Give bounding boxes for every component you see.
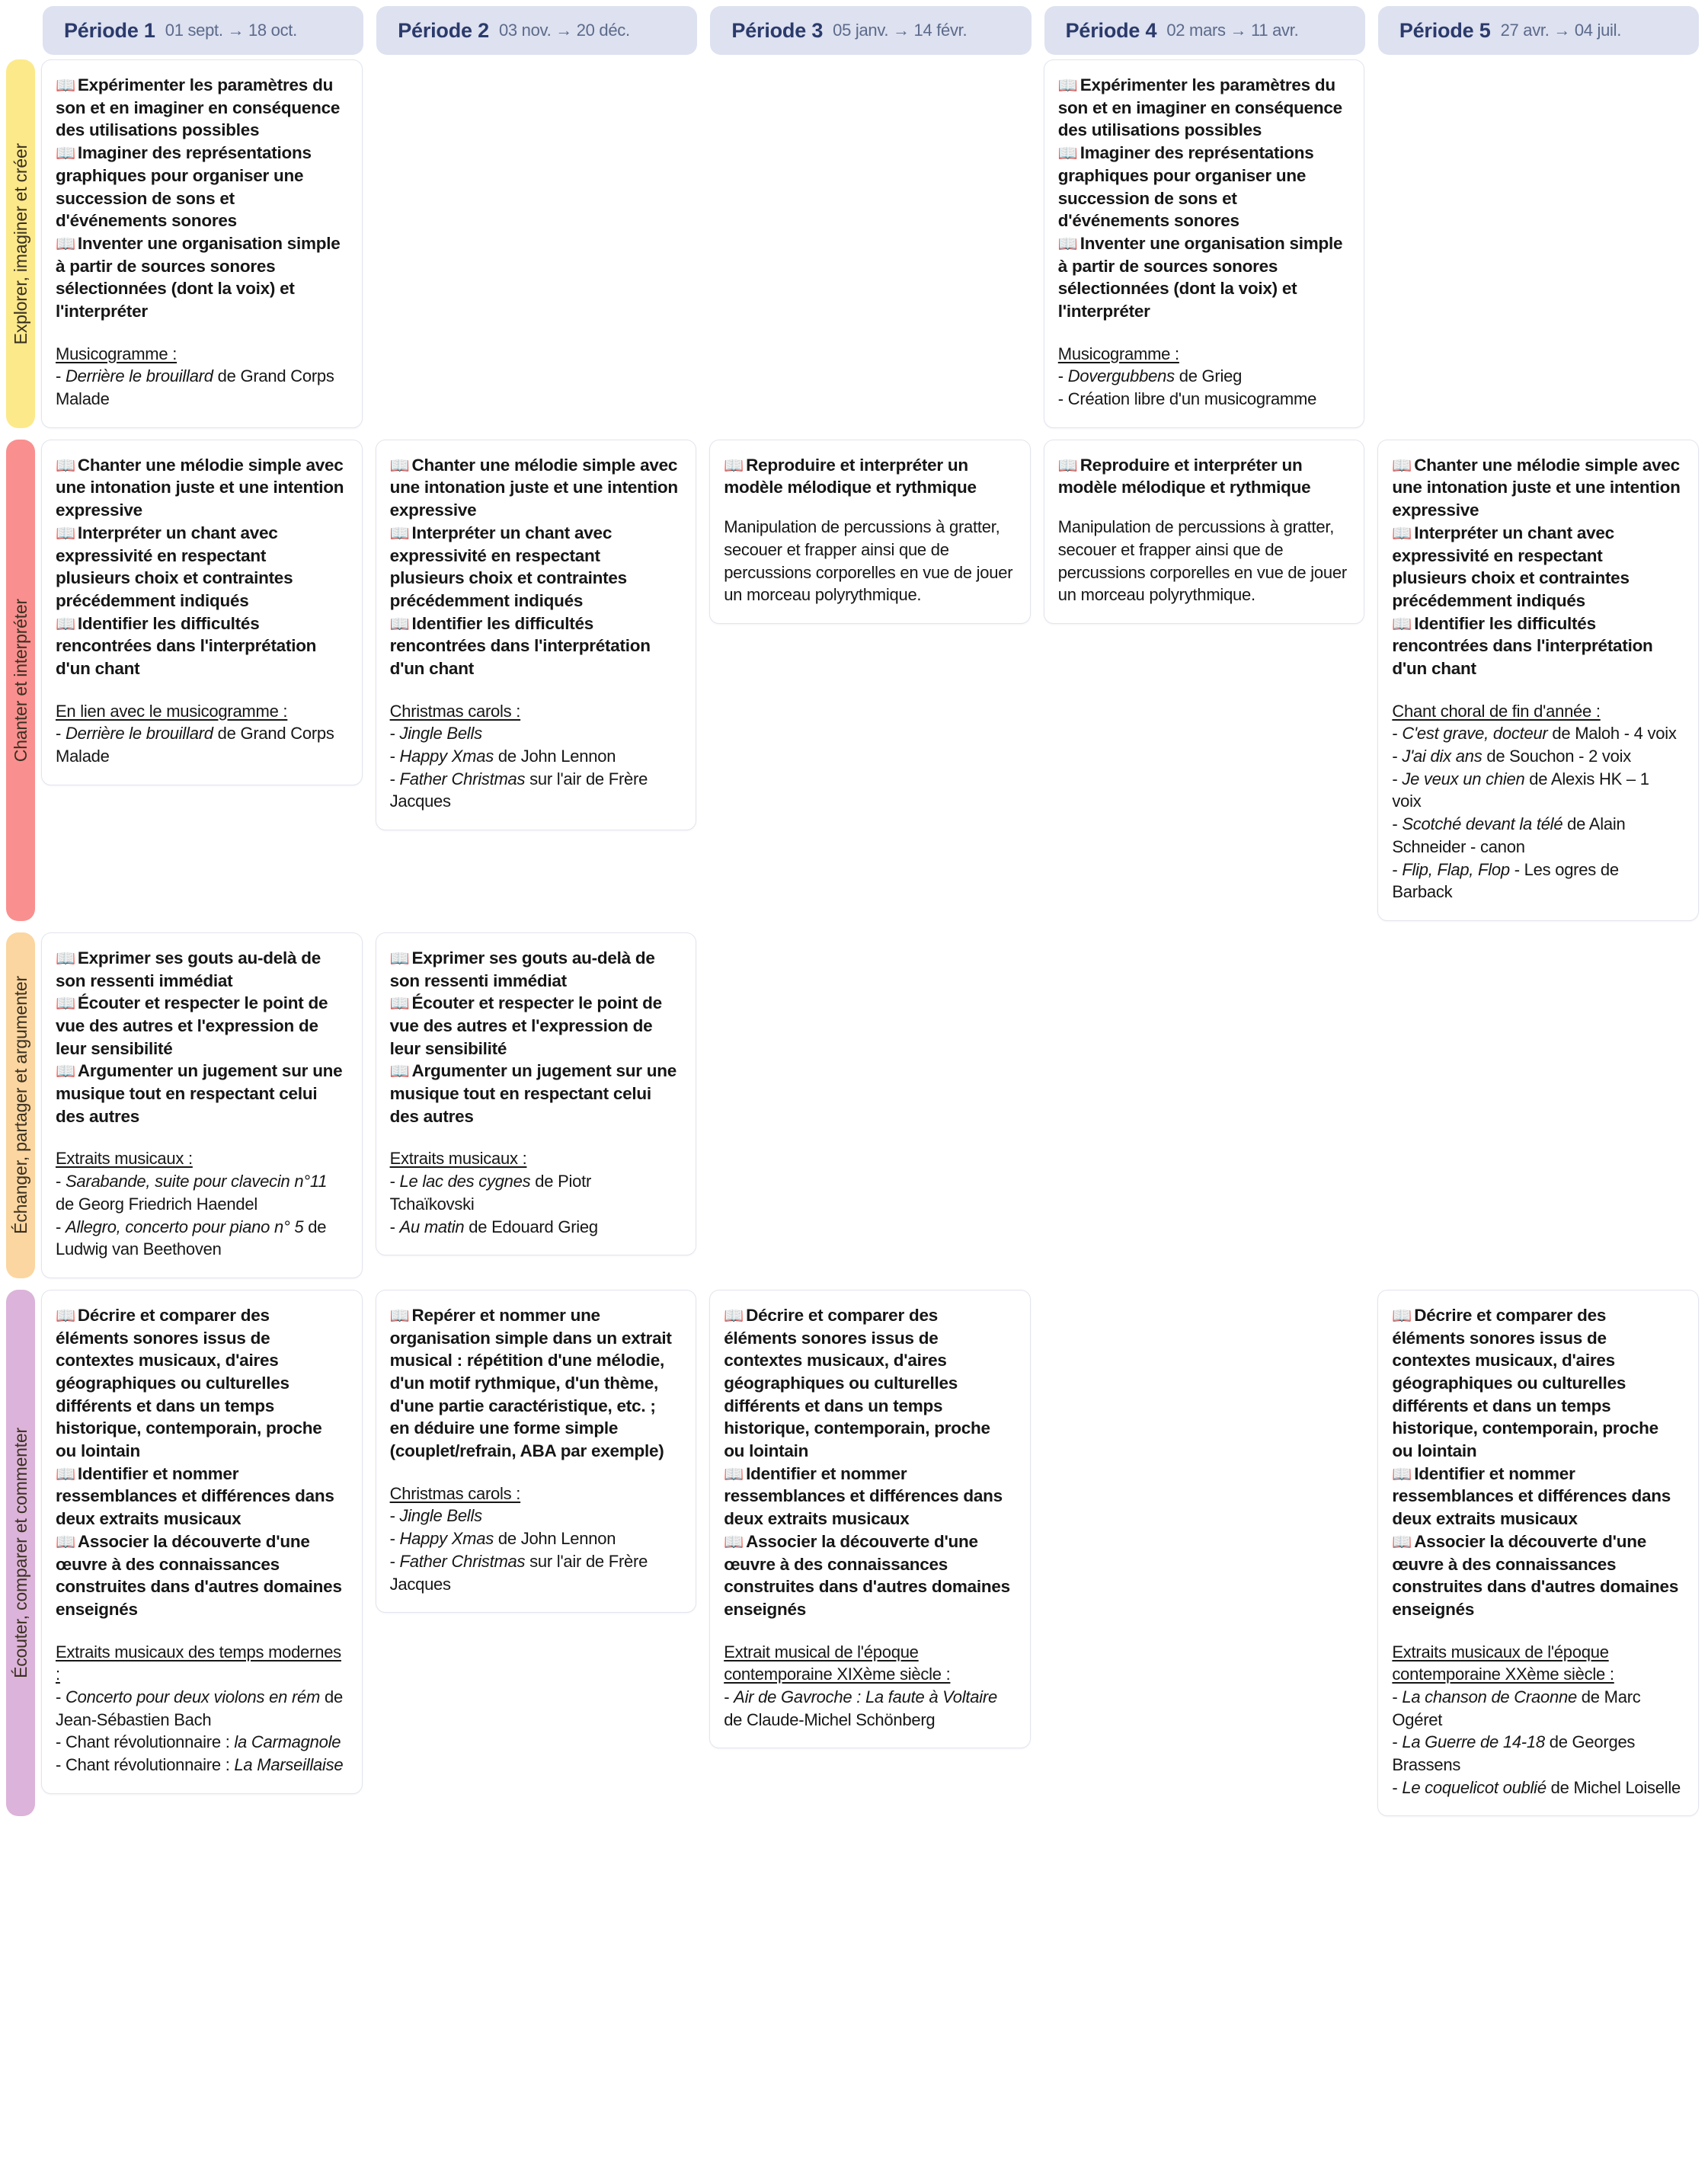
book-icon: 📖 xyxy=(56,1533,75,1551)
activity-card[interactable] xyxy=(1044,440,1365,624)
book-icon: 📖 xyxy=(56,1306,75,1325)
resource-heading: Musicogramme : xyxy=(1057,344,1179,363)
resource-item xyxy=(56,722,345,767)
resource-item xyxy=(390,768,680,813)
bullet-dash: - xyxy=(56,1732,66,1752)
resource-title: J'ai dix ans xyxy=(1402,747,1483,766)
objective-text: Reproduire et interpréter un modèle mélodique et rythmique xyxy=(1057,455,1311,497)
book-icon: 📖 xyxy=(724,456,744,475)
competence-label: Échanger, partager et argumenter xyxy=(10,976,30,1235)
objective-text: Inventer une organisation simple à partir de sources sonores sélectionnées (dont la voix) et l'interpréter xyxy=(1057,233,1343,321)
resource-title: C'est grave, docteur xyxy=(1402,724,1548,744)
resource-item xyxy=(390,745,680,768)
resource-heading: Christmas carols : xyxy=(389,701,521,721)
activity-card[interactable] xyxy=(376,440,697,830)
activity-card[interactable] xyxy=(41,1290,363,1794)
bullet-dash: - xyxy=(56,724,66,744)
bullet-dash: - xyxy=(1392,724,1403,744)
competence-label: Écouter, comparer et commenter xyxy=(10,1428,30,1679)
objective-item xyxy=(56,142,345,232)
activity-card[interactable] xyxy=(376,1290,697,1613)
bullet-dash: - xyxy=(1392,769,1403,788)
objective-text: Inventer une organisation simple à partir de sources sonores sélectionnées (dont la voix) et l'interpréter xyxy=(56,233,341,321)
resource-detail: de Georg Friedrich Haendel xyxy=(56,1194,257,1214)
resource-item xyxy=(724,1686,1013,1731)
book-icon: 📖 xyxy=(56,995,75,1013)
bullet-dash: - xyxy=(389,747,400,766)
resource-detail: Chant révolutionnaire : xyxy=(65,1732,235,1752)
book-icon: 📖 xyxy=(1392,524,1412,542)
resource-item xyxy=(390,722,680,745)
period-column xyxy=(376,932,697,1255)
resource-detail: de Ludwig van Beethoven xyxy=(56,1217,327,1259)
activity-card[interactable] xyxy=(1044,59,1365,428)
resource-title: Scotché devant la télé xyxy=(1402,814,1563,834)
objective-item xyxy=(724,1304,1013,1463)
period-columns xyxy=(41,59,1699,428)
objective-item xyxy=(724,1463,1013,1530)
bullet-dash: - xyxy=(1392,859,1403,879)
bullet-dash: - xyxy=(1392,1777,1403,1797)
book-icon: 📖 xyxy=(56,615,75,633)
bullet-dash: - xyxy=(1392,1687,1403,1706)
book-icon: 📖 xyxy=(56,77,75,94)
competence-spine xyxy=(6,932,35,1278)
resource-item xyxy=(56,1754,345,1777)
objective-text: Interpréter un chant avec expressivité en respectant plusieurs choix et contraintes précédemment indiqués xyxy=(56,523,293,610)
objective-item xyxy=(56,74,345,142)
resource-heading: Extraits musicaux : xyxy=(56,1149,193,1169)
bullet-dash: - xyxy=(56,1217,66,1236)
period-name: Période 5 xyxy=(1399,18,1491,42)
book-icon: 📖 xyxy=(1057,456,1078,475)
objective-text: Repérer et nommer une organisation simple dans un extrait musical : répétition d'une mélodie, d'un motif rythmique, d'un thème, d'une partie caractéristique, etc. ; en déduire une forme simple (couplet/refrain, ABA par exemple) xyxy=(389,1305,672,1461)
bullet-dash: - xyxy=(389,769,400,788)
resource-title: Father Christmas xyxy=(399,1551,526,1571)
resource-heading: Extraits musicaux : xyxy=(389,1149,527,1169)
objective-text: Interpréter un chant avec expressivité en respectant plusieurs choix et contraintes précédemment indiqués xyxy=(389,523,627,610)
objective-item xyxy=(390,612,680,680)
period-columns xyxy=(41,1290,1699,1817)
activity-card[interactable] xyxy=(41,59,363,428)
objective-text: Associer la découverte d'une œuvre à des connaissances construites dans d'autres domaines enseignés xyxy=(1392,1531,1679,1619)
objective-text: Imaginer des représentations graphiques pour organiser une succession de sons et d'événements sonores xyxy=(1057,143,1314,231)
resource-item xyxy=(1392,1777,1681,1799)
objective-item xyxy=(1392,1304,1681,1463)
competence-spine xyxy=(6,59,35,428)
resource-item xyxy=(1392,859,1681,903)
competence-spine xyxy=(6,440,35,921)
objective-item xyxy=(56,947,345,992)
period-column xyxy=(376,440,697,830)
objective-item xyxy=(56,232,345,323)
resource-heading: Christmas carols : xyxy=(389,1483,521,1503)
period-columns xyxy=(41,440,1699,921)
objective-item xyxy=(390,992,680,1060)
resource-item xyxy=(390,1216,680,1239)
objective-item xyxy=(1058,142,1348,232)
book-icon: 📖 xyxy=(724,1306,744,1325)
resource-heading: En lien avec le musicogramme : xyxy=(56,701,288,721)
resource-detail: de Michel Loiselle xyxy=(1546,1777,1681,1797)
objective-text: Exprimer ses gouts au-delà de son ressenti immédiat xyxy=(389,948,655,990)
period-column xyxy=(1377,1290,1699,1817)
resource-detail: de Georges Brassens xyxy=(1392,1732,1636,1775)
objective-text: Expérimenter les paramètres du son et en imaginer en conséquence des utilisations possibles xyxy=(1057,75,1342,140)
bullet-dash: - xyxy=(56,1687,66,1706)
objective-text: Argumenter un jugement sur une musique tout en respectant celui des autres xyxy=(389,1061,677,1126)
objective-item xyxy=(390,1060,680,1127)
objective-text: Identifier et nommer ressemblances et différences dans deux extraits musicaux xyxy=(56,1463,334,1529)
resource-item xyxy=(390,1170,680,1215)
activity-note: Manipulation de percussions à gratter, secouer et frapper ainsi que de percussions corporelles en vue de jouer un morceau polyrythmique. xyxy=(724,517,1013,605)
book-icon: 📖 xyxy=(1057,77,1078,94)
period-name: Période 2 xyxy=(398,18,489,42)
competence-band xyxy=(0,1290,1708,1817)
period-column xyxy=(709,440,1031,624)
resource-detail: Création libre d'un musicogramme xyxy=(1067,389,1317,409)
period-name: Période 4 xyxy=(1065,18,1157,42)
resource-title: Derrière le brouillard xyxy=(65,724,213,744)
objective-text: Associer la découverte d'une œuvre à des connaissances construites dans d'autres domaines enseignés xyxy=(56,1531,342,1619)
objective-text: Interpréter un chant avec expressivité en respectant plusieurs choix et contraintes précédemment indiqués xyxy=(1392,523,1630,610)
resource-detail: Chant révolutionnaire : xyxy=(65,1755,235,1775)
competence-label: Explorer, imaginer et créer xyxy=(10,142,30,345)
competence-band xyxy=(0,932,1708,1278)
objective-item xyxy=(1392,1530,1681,1621)
bullet-dash: - xyxy=(1057,366,1068,386)
book-icon: 📖 xyxy=(389,995,410,1013)
resource-detail: de Souchon - 2 voix xyxy=(1482,747,1632,766)
competence-band xyxy=(0,59,1708,428)
period-dates: 02 mars → 11 avr. xyxy=(1166,21,1299,40)
competence-label: Chanter et interpréter xyxy=(10,598,30,762)
book-icon: 📖 xyxy=(56,1063,75,1081)
activity-card[interactable] xyxy=(376,932,697,1255)
resource-item xyxy=(1392,1731,1681,1776)
resource-title: La chanson de Craonne xyxy=(1402,1687,1577,1706)
book-icon: 📖 xyxy=(1057,235,1078,253)
objective-text: Identifier les difficultés rencontrées dans l'interprétation d'un chant xyxy=(389,613,651,678)
activity-note: Manipulation de percussions à gratter, secouer et frapper ainsi que de percussions corporelles en vue de jouer un morceau polyrythmique. xyxy=(1057,517,1347,605)
resource-detail: de Alexis HK – 1 voix xyxy=(1392,769,1649,811)
period-name: Période 1 xyxy=(64,18,155,42)
objective-item xyxy=(56,1060,345,1127)
resource-item xyxy=(1392,813,1681,858)
book-icon: 📖 xyxy=(389,1306,410,1325)
objective-item xyxy=(1392,454,1681,522)
resource-title: Au matin xyxy=(399,1217,465,1236)
resource-title: Concerto pour deux violons en rém xyxy=(65,1687,321,1706)
resource-detail: de John Lennon xyxy=(494,747,616,766)
book-icon: 📖 xyxy=(56,524,75,542)
objective-text: Argumenter un jugement sur une musique tout en respectant celui des autres xyxy=(56,1061,343,1126)
period-dates: 01 sept. → 18 oct. xyxy=(165,21,297,40)
resource-item xyxy=(1058,388,1348,411)
activity-card[interactable] xyxy=(41,932,363,1278)
book-icon: 📖 xyxy=(389,949,410,967)
resource-detail: de Grand Corps Malade xyxy=(56,724,334,766)
resource-detail: de Marc Ogéret xyxy=(1392,1687,1641,1729)
book-icon: 📖 xyxy=(1392,615,1412,633)
resource-detail: de Piotr Tchaïkovski xyxy=(389,1172,592,1214)
bands-container xyxy=(0,59,1708,1816)
activity-card[interactable] xyxy=(709,440,1031,624)
book-icon: 📖 xyxy=(1392,1533,1412,1551)
objective-text: Chanter une mélodie simple avec une intonation juste et une intention expressive xyxy=(389,455,678,520)
objective-item xyxy=(56,522,345,612)
activity-card[interactable] xyxy=(1377,1290,1699,1817)
objective-item xyxy=(390,1304,680,1463)
period-column xyxy=(1044,440,1365,624)
objective-text: Identifier les difficultés rencontrées dans l'interprétation d'un chant xyxy=(56,613,317,678)
bullet-dash: - xyxy=(56,1172,66,1191)
period-dates: 03 nov. → 20 déc. xyxy=(498,21,630,40)
resource-title: Jingle Bells xyxy=(399,724,482,744)
resource-item xyxy=(390,1505,680,1527)
resource-detail: de John Lennon xyxy=(494,1529,616,1549)
resource-heading: Musicogramme : xyxy=(56,344,178,363)
resource-detail: de Alain Schneider - canon xyxy=(1392,814,1626,856)
period-name: Période 3 xyxy=(731,18,824,42)
resource-title: Le coquelicot oublié xyxy=(1402,1777,1546,1797)
objective-item xyxy=(56,612,345,680)
period-column xyxy=(41,932,363,1278)
bullet-dash: - xyxy=(1392,814,1403,834)
resource-item xyxy=(1392,745,1681,768)
period-column xyxy=(41,440,363,785)
competence-band xyxy=(0,440,1708,921)
book-icon: 📖 xyxy=(389,615,410,633)
resource-title: La Guerre de 14-18 xyxy=(1402,1732,1545,1752)
objective-text: Reproduire et interpréter un modèle mélodique et rythmique xyxy=(724,455,977,497)
period-dates: 27 avr. → 04 juil. xyxy=(1500,21,1622,40)
resource-item xyxy=(56,365,345,410)
period-column xyxy=(41,59,363,428)
book-icon: 📖 xyxy=(56,1465,75,1483)
objective-text: Décrire et comparer des éléments sonores issus de contextes musicaux, d'aires géographiques ou culturelles différents et dans un temps historique, contemporain, proche ou lointain xyxy=(724,1305,990,1461)
resource-title: Derrière le brouillard xyxy=(65,366,213,386)
book-icon: 📖 xyxy=(389,524,410,542)
resource-title: Dovergubbens xyxy=(1067,366,1175,386)
resource-title: Allegro, concerto pour piano n° 5 xyxy=(65,1217,304,1236)
book-icon: 📖 xyxy=(1392,1306,1412,1325)
resource-item xyxy=(390,1550,680,1595)
resource-detail: de Grieg xyxy=(1174,366,1243,386)
book-icon: 📖 xyxy=(56,235,75,253)
objective-item xyxy=(56,992,345,1060)
period-column xyxy=(41,1290,363,1794)
resource-detail: sur l'air de Frère Jacques xyxy=(389,769,648,811)
resource-item xyxy=(56,1216,345,1261)
book-icon: 📖 xyxy=(56,456,75,475)
resource-title: Le lac des cygnes xyxy=(399,1172,531,1191)
book-icon: 📖 xyxy=(56,145,75,163)
book-icon: 📖 xyxy=(1392,1465,1412,1483)
resource-item xyxy=(1392,722,1681,745)
resource-detail: de Jean-Sébastien Bach xyxy=(56,1687,343,1729)
period-column xyxy=(1377,440,1699,921)
objective-item xyxy=(1392,1463,1681,1530)
resource-detail: de Edouard Grieg xyxy=(464,1217,598,1236)
resource-title: Father Christmas xyxy=(399,769,526,788)
objective-text: Identifier et nommer ressemblances et différences dans deux extraits musicaux xyxy=(724,1463,1003,1529)
period-column xyxy=(709,1290,1031,1748)
objective-text: Écouter et respecter le point de vue des autres et l'expression de leur sensibilité xyxy=(389,993,662,1058)
period-chip[interactable] xyxy=(43,6,363,55)
bullet-dash: - xyxy=(389,1172,400,1191)
objective-item xyxy=(1058,74,1348,142)
resource-heading: Extraits musicaux de l'époque contemporaine XXème siècle : xyxy=(1392,1642,1614,1684)
objective-item xyxy=(56,1463,345,1530)
period-chip[interactable] xyxy=(710,6,1031,55)
period-chip[interactable] xyxy=(1044,6,1365,55)
activity-card[interactable] xyxy=(41,440,363,785)
objective-item xyxy=(724,1530,1013,1621)
objective-text: Exprimer ses gouts au-delà de son ressenti immédiat xyxy=(56,948,321,990)
objective-item xyxy=(1392,612,1681,680)
resource-detail: sur l'air de Frère Jacques xyxy=(389,1551,648,1594)
book-icon: 📖 xyxy=(56,949,75,967)
objective-item xyxy=(390,947,680,992)
period-chip[interactable] xyxy=(376,6,697,55)
objective-item xyxy=(1058,454,1348,499)
objective-text: Chanter une mélodie simple avec une intonation juste et une intention expressive xyxy=(1392,455,1681,520)
resource-title: Flip, Flap, Flop xyxy=(1402,859,1510,879)
period-header-row xyxy=(0,0,1708,59)
objective-text: Expérimenter les paramètres du son et en imaginer en conséquence des utilisations possibles xyxy=(56,75,341,140)
resource-item xyxy=(1392,768,1681,813)
activity-card[interactable] xyxy=(1377,440,1699,921)
resource-detail: de Claude-Michel Schönberg xyxy=(724,1709,936,1729)
resource-item xyxy=(390,1527,680,1550)
activity-card[interactable] xyxy=(709,1290,1031,1748)
resource-title: Happy Xmas xyxy=(399,1529,494,1549)
resource-title: Air de Gavroche : La faute à Voltaire xyxy=(734,1687,997,1706)
resource-title: Je veux un chien xyxy=(1402,769,1525,788)
period-columns xyxy=(41,932,1699,1278)
objective-item xyxy=(56,1304,345,1463)
objective-item xyxy=(1058,232,1348,323)
bullet-dash: - xyxy=(1057,389,1068,409)
period-column xyxy=(1044,59,1365,428)
book-icon: 📖 xyxy=(389,456,410,475)
resource-title: Jingle Bells xyxy=(399,1506,482,1526)
bullet-dash: - xyxy=(389,1529,400,1549)
period-chip[interactable] xyxy=(1378,6,1699,55)
resource-detail: de Maloh - 4 voix xyxy=(1547,724,1677,744)
objective-text: Associer la découverte d'une œuvre à des connaissances construites dans d'autres domaines enseignés xyxy=(724,1531,1010,1619)
objective-text: Identifier et nommer ressemblances et différences dans deux extraits musicaux xyxy=(1392,1463,1671,1529)
objective-text: Chanter une mélodie simple avec une intonation juste et une intention expressive xyxy=(56,455,344,520)
objective-item xyxy=(724,454,1013,499)
period-column xyxy=(376,1290,697,1613)
objective-item xyxy=(1392,522,1681,612)
objective-item xyxy=(390,454,680,522)
objective-text: Identifier les difficultés rencontrées dans l'interprétation d'un chant xyxy=(1392,613,1653,678)
objective-text: Imaginer des représentations graphiques pour organiser une succession de sons et d'événements sonores xyxy=(56,143,312,231)
objective-text: Décrire et comparer des éléments sonores issus de contextes musicaux, d'aires géographiques ou culturelles différents et dans un temps historique, contemporain, proche ou lointain xyxy=(1392,1305,1658,1461)
bullet-dash: - xyxy=(56,1755,66,1775)
bullet-dash: - xyxy=(389,1551,400,1571)
resource-item xyxy=(1392,1686,1681,1731)
resource-item xyxy=(56,1170,345,1215)
bullet-dash: - xyxy=(389,1217,400,1236)
bullet-dash: - xyxy=(389,1506,400,1526)
resource-heading: Chant choral de fin d'année : xyxy=(1392,701,1601,721)
book-icon: 📖 xyxy=(724,1465,744,1483)
competence-spine xyxy=(6,1290,35,1817)
objective-item xyxy=(56,454,345,522)
resource-title: Sarabande, suite pour clavecin n°11 xyxy=(65,1172,328,1191)
resource-detail: - Les ogres de Barback xyxy=(1392,859,1619,902)
resource-title: Happy Xmas xyxy=(399,747,494,766)
objective-text: Écouter et respecter le point de vue des autres et l'expression de leur sensibilité xyxy=(56,993,328,1058)
book-icon: 📖 xyxy=(1392,456,1412,475)
objective-item xyxy=(390,522,680,612)
bullet-dash: - xyxy=(724,1687,734,1706)
resource-title-tail: La Marseillaise xyxy=(234,1755,344,1775)
resource-detail: de Grand Corps Malade xyxy=(56,366,334,409)
resource-item xyxy=(56,1686,345,1731)
resource-heading: Extrait musical de l'époque contemporaine XIXème siècle : xyxy=(724,1642,951,1684)
book-icon: 📖 xyxy=(1057,145,1078,163)
objective-text: Décrire et comparer des éléments sonores issus de contextes musicaux, d'aires géographiques ou culturelles différents et dans un temps historique, contemporain, proche ou lointain xyxy=(56,1305,322,1461)
resource-item xyxy=(1058,365,1348,388)
objective-item xyxy=(56,1530,345,1621)
book-icon: 📖 xyxy=(724,1533,744,1551)
bullet-dash: - xyxy=(56,366,66,386)
period-dates: 05 janv. → 14 févr. xyxy=(833,21,968,40)
resource-title-tail: la Carmagnole xyxy=(234,1732,341,1752)
bullet-dash: - xyxy=(1392,747,1403,766)
resource-heading: Extraits musicaux des temps modernes : xyxy=(56,1642,341,1684)
book-icon: 📖 xyxy=(389,1063,410,1081)
resource-item xyxy=(56,1731,345,1754)
bullet-dash: - xyxy=(389,724,400,744)
bullet-dash: - xyxy=(1392,1732,1403,1752)
